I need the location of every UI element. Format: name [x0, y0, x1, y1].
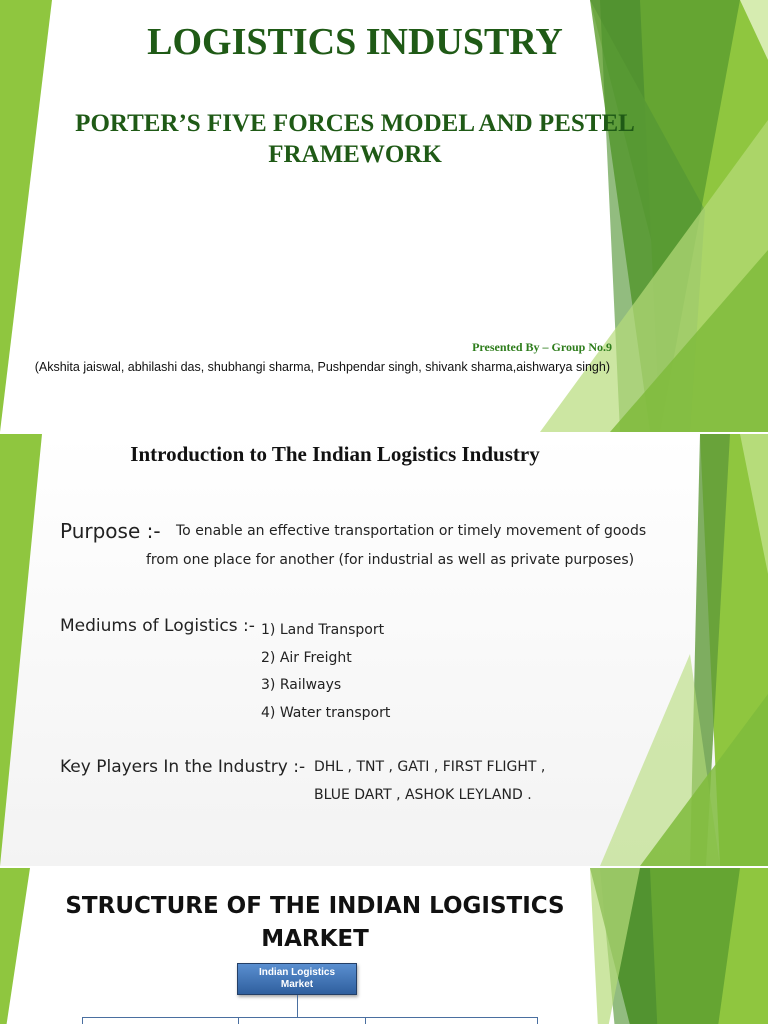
purpose-text-line-1: To enable an effective transportation or timely movement of goods: [176, 523, 647, 539]
org-chart-connector: [238, 1017, 239, 1024]
org-chart-connector: [82, 1017, 83, 1024]
list-item: 4) Water transport: [261, 705, 391, 722]
presentation-title: LOGISTICS INDUSTRY: [147, 21, 563, 63]
slide-heading: Introduction to The Indian Logistics Industry: [130, 442, 540, 466]
mediums-label: Mediums of Logistics :-: [60, 616, 255, 636]
key-players-label: Key Players In the Industry :-: [60, 757, 306, 777]
purpose-text-line-2: from one place for another (for industrial as well as private purposes): [146, 552, 635, 568]
presented-by: Presented By – Group No.9: [472, 340, 612, 354]
org-chart-connector: [82, 1017, 537, 1018]
org-chart-root-box: Indian Logistics Market: [237, 963, 357, 995]
slide-heading: STRUCTURE OF THE INDIAN LOGISTICS MARKET: [65, 893, 565, 952]
list-item: 2) Air Freight: [261, 649, 352, 666]
group-members: (Akshita jaiswal, abhilashi das, shubhangi sharma, Pushpendar singh, shivank sharma,aishwarya singh): [34, 360, 610, 374]
org-chart-connector: [537, 1017, 538, 1024]
mediums-list: [261, 617, 390, 728]
org-chart-connector: [297, 995, 298, 1017]
list-item: 1) Land Transport: [261, 622, 385, 638]
presentation-subtitle: PORTER’S FIVE FORCES MODEL AND PESTEL FRAMEWORK: [75, 110, 635, 168]
slide-title: [0, 0, 768, 432]
list-item: 3) Railways: [261, 677, 342, 694]
key-players-line-1: DHL , TNT , GATI , FIRST FLIGHT ,: [314, 759, 546, 775]
org-chart-connector: [365, 1017, 366, 1024]
key-players-line-2: BLUE DART , ASHOK LEYLAND .: [314, 787, 532, 803]
purpose-label: Purpose :-: [60, 519, 161, 543]
